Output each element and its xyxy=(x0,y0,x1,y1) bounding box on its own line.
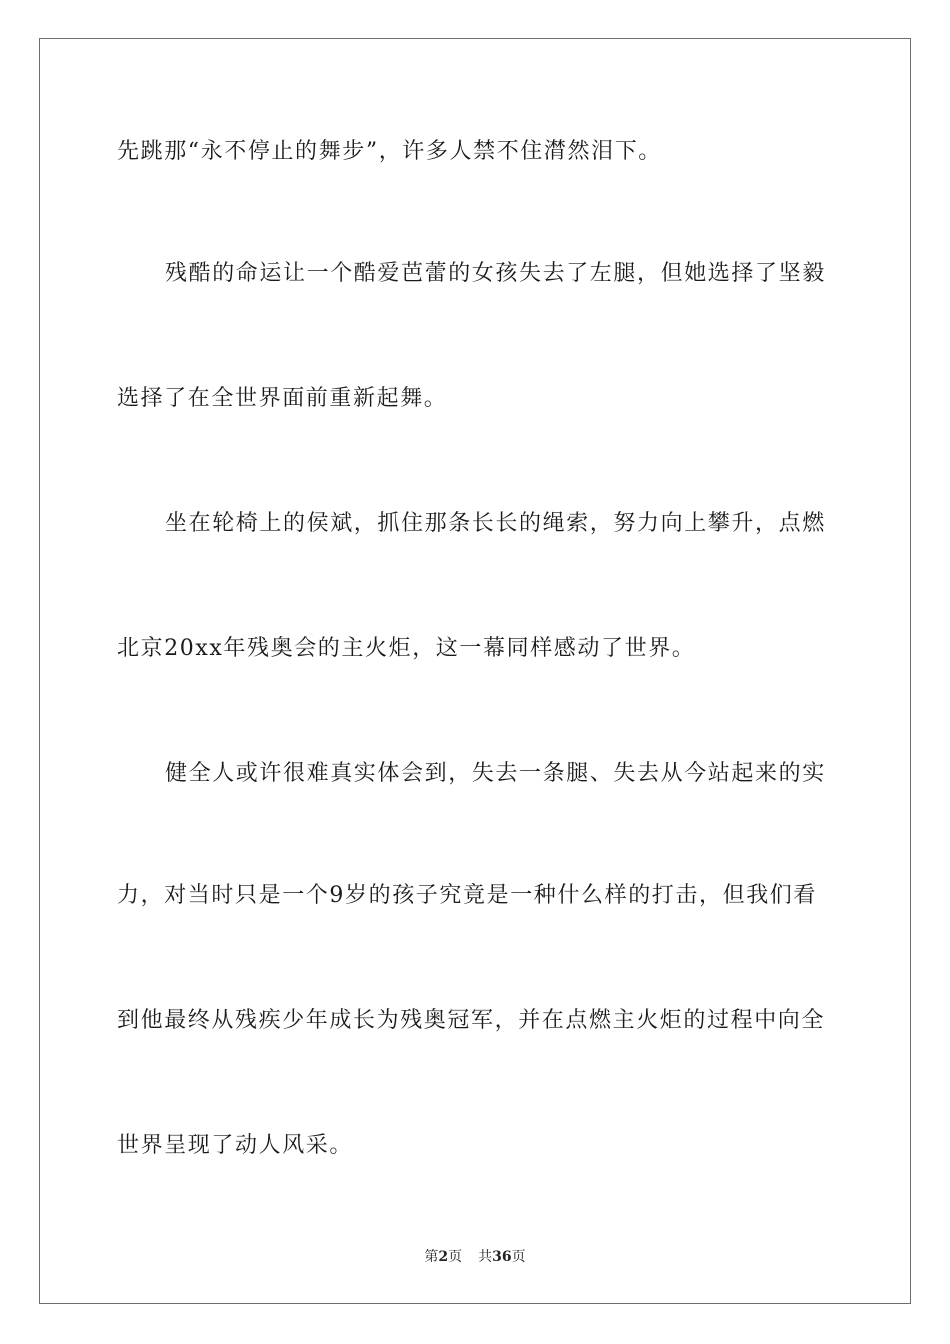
paragraph-line: 健全人或许很难真实体会到，失去一条腿、失去从今站起来的实 xyxy=(165,761,826,786)
page-border xyxy=(39,38,911,1304)
page-number: 2 xyxy=(438,1249,449,1265)
page-suffix: 页 xyxy=(448,1249,463,1265)
paragraph-line: 先跳那“永不停止的舞步”，许多人禁不住潸然泪下。 xyxy=(117,139,662,164)
total-prefix: 共 xyxy=(478,1249,493,1265)
page-footer xyxy=(0,1248,950,1266)
paragraph-line: 到他最终从残疾少年成长为残奥冠军，并在点燃主火炬的过程中向全 xyxy=(117,1008,826,1033)
paragraph-line: 世界呈现了动人风采。 xyxy=(117,1133,354,1158)
total-suffix: 页 xyxy=(511,1249,526,1265)
paragraph-line: 力，对当时只是一个9岁的孩子究竟是一种什么样的打击，但我们看 xyxy=(117,883,817,908)
paragraph-line: 北京20xx年残奥会的主火炬，这一幕同样感动了世界。 xyxy=(117,636,696,661)
paragraph-line: 选择了在全世界面前重新起舞。 xyxy=(117,386,448,411)
page-prefix: 第 xyxy=(424,1249,439,1265)
paragraph-line: 残酷的命运让一个酷爱芭蕾的女孩失去了左腿，但她选择了坚毅 xyxy=(165,261,826,286)
paragraph-line: 坐在轮椅上的侯斌，抓住那条长长的绳索，努力向上攀升，点燃 xyxy=(165,511,826,536)
total-pages: 36 xyxy=(492,1249,512,1265)
